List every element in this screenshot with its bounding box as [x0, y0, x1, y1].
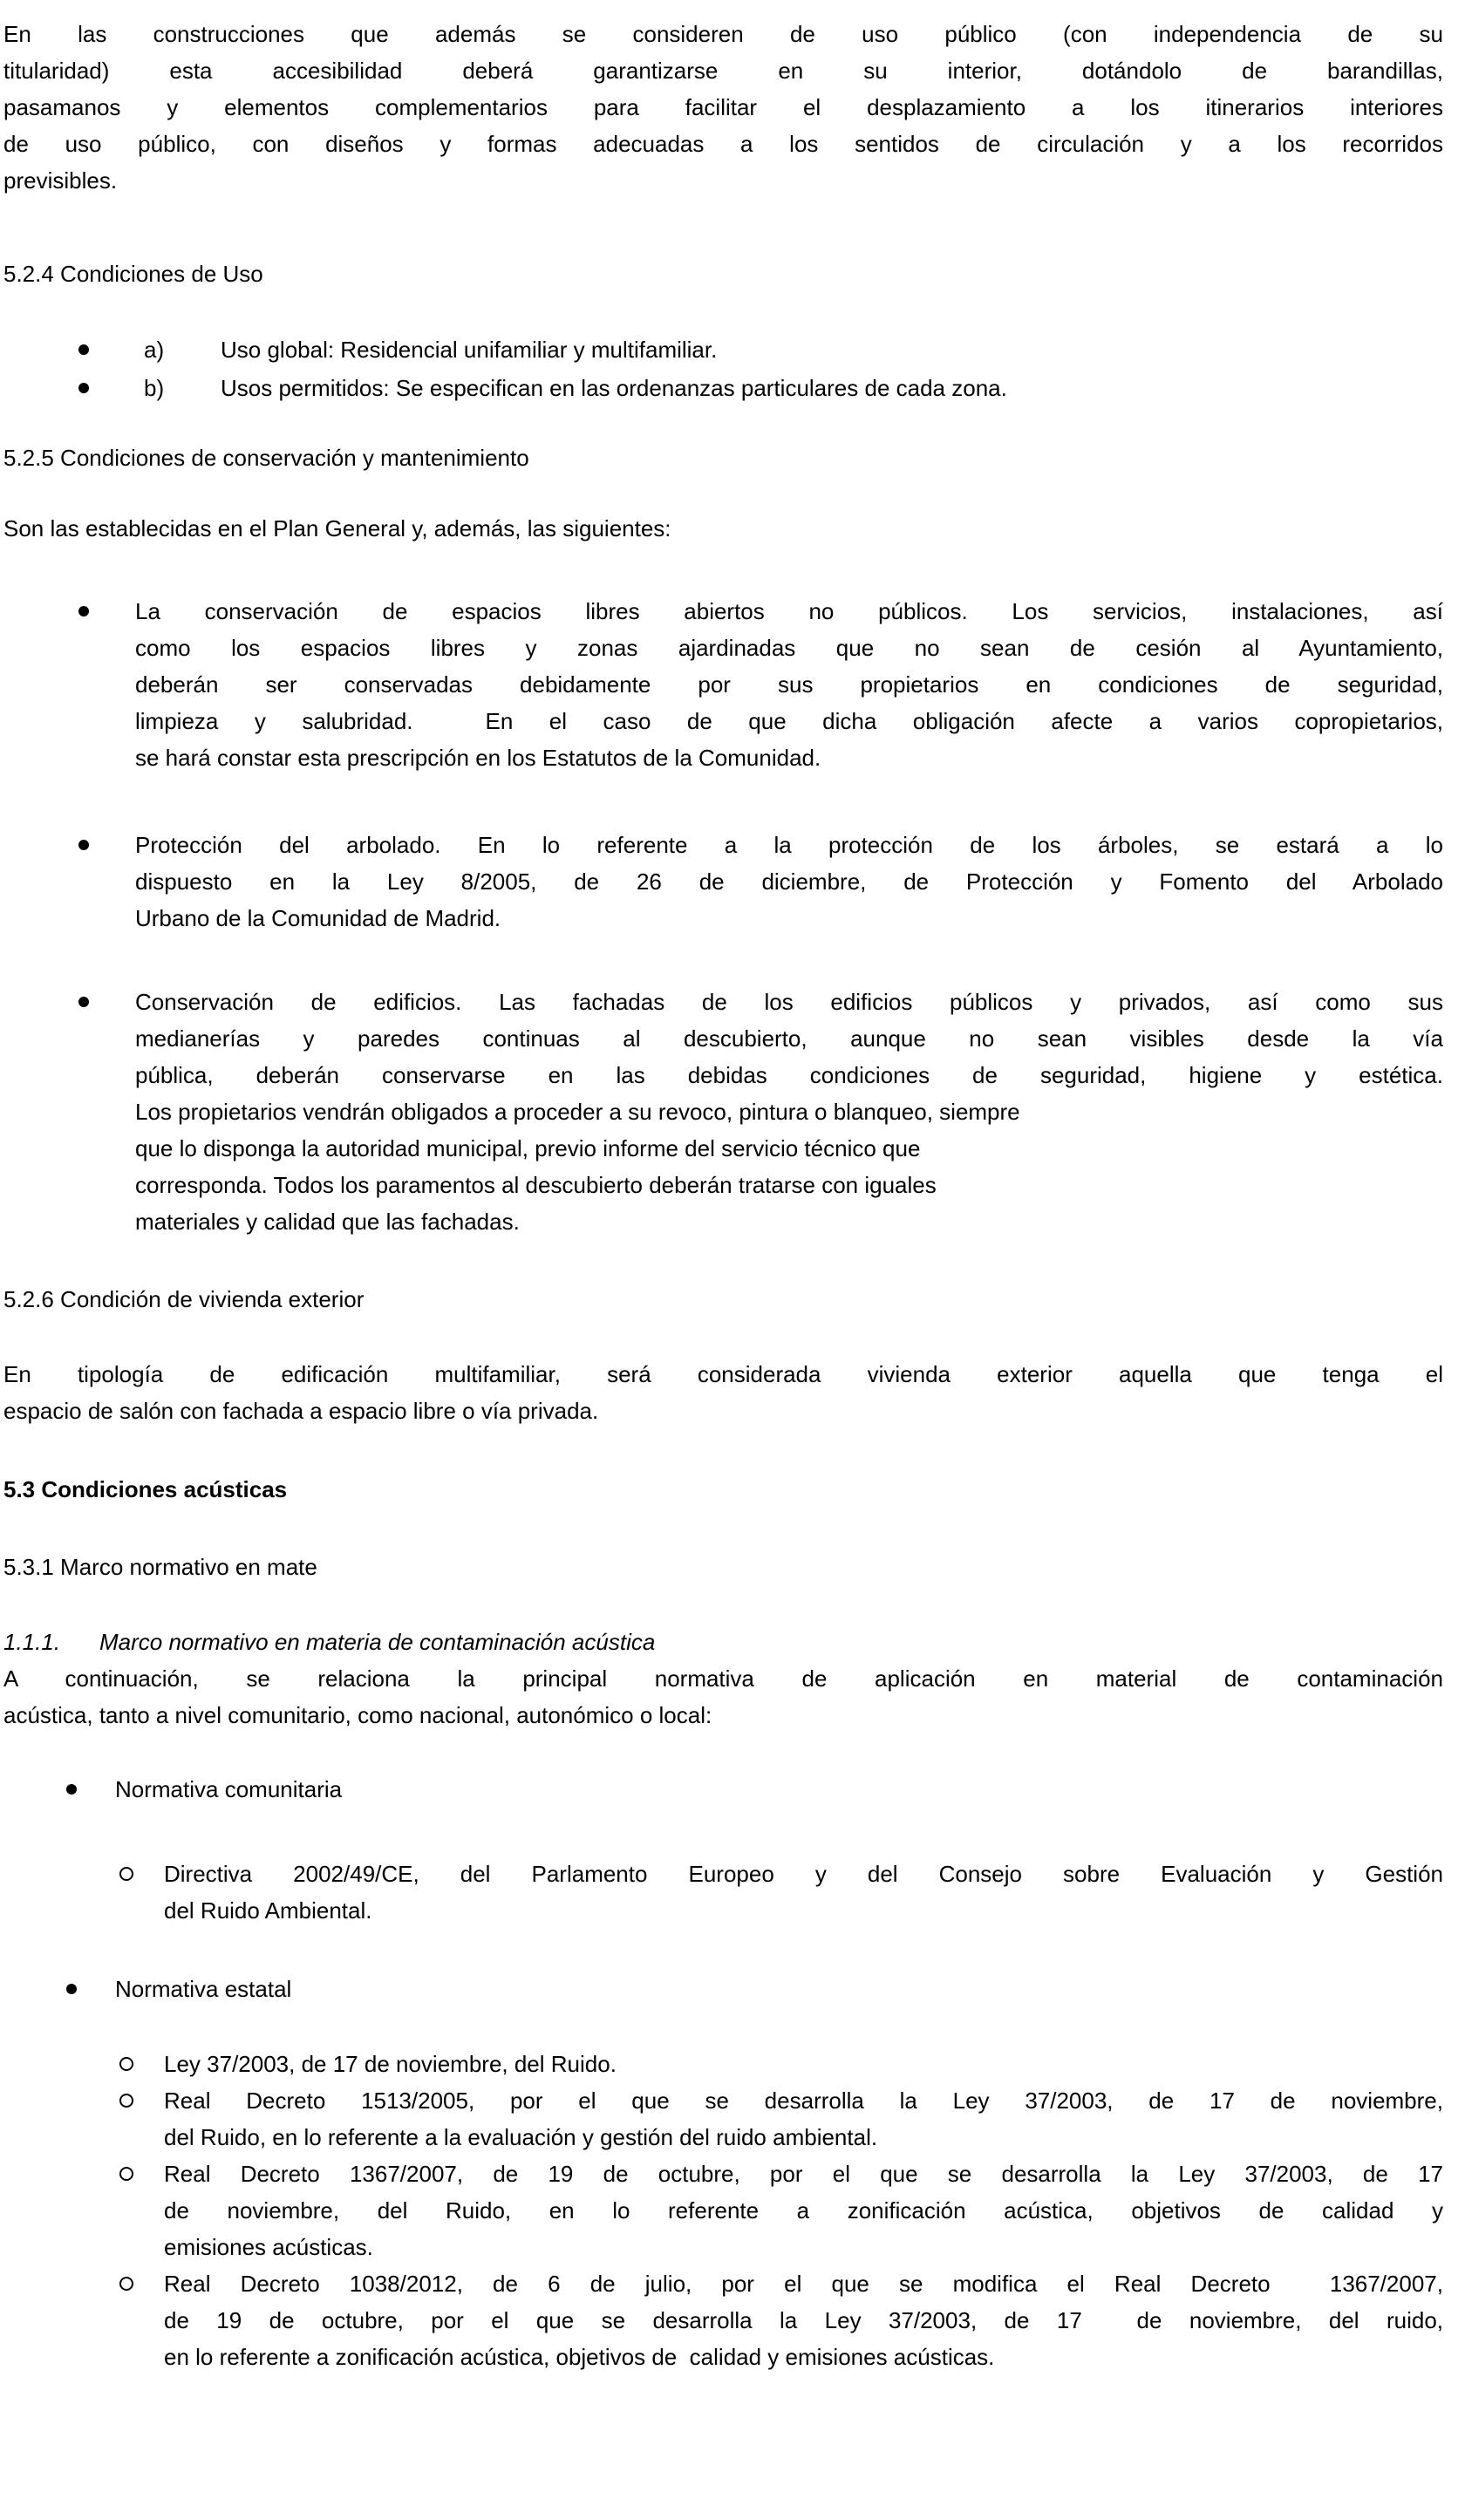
text-line: En tipología de edificación multifamiliar, será considerada vivienda exterior aquella que tenga el [3, 1361, 1443, 1387]
text-line: La conservación de espacios libres abiertos no públicos. Los servicios, instalaciones, así [135, 598, 1443, 624]
section-heading: 5.2.4 Condiciones de Uso [3, 261, 263, 287]
bullet-disc-marker [78, 997, 89, 1007]
bullet-item-text [135, 593, 1443, 776]
text-line: Ley 37/2003, de 17 de noviembre, del Ruido. [164, 2051, 617, 2077]
text-line: Normativa estatal [115, 1976, 292, 2002]
section-heading: 5.3 Condiciones acústicas [3, 1476, 288, 1502]
bullet-list-item [3, 2265, 1443, 2375]
text-line: pasamanos y elementos complementarios para facilitar el desplazamiento a los itinerarios interiores [3, 94, 1443, 120]
text-line: se hará constar esta prescripción en los Estatutos de la Comunidad. [135, 745, 821, 771]
text-line: Conservación de edificios. Las fachadas de los edificios públicos y privados, así como sus [135, 989, 1443, 1015]
heading-number: 1.1.1. [3, 1629, 61, 1655]
bullet-disc-marker [66, 1784, 77, 1795]
bullet-circle-marker [119, 2094, 133, 2108]
bullet-disc-marker [78, 606, 89, 616]
lettered-list-item [3, 370, 1443, 406]
bullet-item-text [164, 1856, 1443, 1929]
bullet-list-item [3, 1771, 1443, 1808]
text-line: limpieza y salubridad. En el caso de que dicha obligación afecte a varios copropietarios, [135, 708, 1443, 734]
text-line: A continuación, se relaciona la principal normativa de aplicación en material de contaminación [3, 1665, 1443, 1692]
text-line: Son las establecidas en el Plan General y, además, las siguientes: [3, 515, 671, 541]
bullet-item-text [135, 827, 1443, 936]
text-line: Protección del arbolado. En lo referente a la protección de los árboles, se estará a lo [135, 832, 1443, 858]
text-line: Directiva 2002/49/CE, del Parlamento Europeo y del Consejo sobre Evaluación y Gestión [164, 1861, 1443, 1887]
text-line: previsibles. [3, 167, 118, 194]
bullet-list-item [3, 593, 1443, 776]
text-line: en lo referente a zonificación acústica, objetivos de calidad y emisiones acústicas. [164, 2344, 995, 2370]
text-line: Urbano de la Comunidad de Madrid. [135, 905, 501, 931]
section-heading: 5.3.1 Marco normativo en mate [3, 1554, 317, 1580]
heading-text: Marco normativo en materia de contaminación acústica [99, 1629, 656, 1655]
document-page [3, 16, 1443, 2375]
text-line: Real Decreto 1038/2012, de 6 de julio, por el que se modifica el Real Decreto 1367/2007, [164, 2271, 1443, 2297]
section-heading [3, 1624, 1443, 1660]
bullet-item-text [164, 2265, 1443, 2375]
text-line: corresponda. Todos los paramentos al descubierto deberán tratarse con iguales [135, 1172, 937, 1198]
bullet-list-item [3, 2156, 1443, 2265]
text-line: del Ruido Ambiental. [164, 1897, 372, 1924]
text-line: dispuesto en la Ley 8/2005, de 26 de diciembre, de Protección y Fomento del Arbolado [135, 868, 1443, 895]
text-line: Normativa comunitaria [115, 1776, 343, 1802]
text-line: Real Decreto 1513/2005, por el que se desarrolla la Ley 37/2003, de 17 de noviembre, [164, 2088, 1443, 2114]
text-line: deberán ser conservadas debidamente por sus propietarios en condiciones de seguridad, [135, 671, 1443, 698]
paragraph [3, 1660, 1443, 1733]
bullet-list-item [3, 984, 1443, 1240]
text-line: Los propietarios vendrán obligados a proceder a su revoco, pintura o blanqueo, siempre [135, 1099, 1020, 1125]
text-line: acústica, tanto a nivel comunitario, como nacional, autonómico o local: [3, 1702, 712, 1728]
bullet-list-item [3, 2082, 1443, 2156]
list-item-text: Uso global: Residencial unifamiliar y multifamiliar. [221, 337, 718, 363]
text-line: de 19 de octubre, por el que se desarrolla la Ley 37/2003, de 17 de noviembre, del ruido, [164, 2307, 1443, 2333]
bullet-list-item [3, 1971, 1443, 2007]
list-letter: a) [144, 337, 165, 363]
bullet-circle-marker [119, 2167, 133, 2181]
text-line: de uso público, con diseños y formas adecuadas a los sentidos de circulación y a los recorridos [3, 131, 1443, 157]
text-line: En las construcciones que además se consideren de uso público (con independencia de su [3, 21, 1443, 47]
lettered-list-item [3, 331, 1443, 368]
bullet-circle-marker [119, 2057, 133, 2071]
text-line: del Ruido, en lo referente a la evaluación y gestión del ruido ambiental. [164, 2124, 878, 2150]
paragraph [3, 510, 1443, 547]
bullet-item-text [164, 2046, 1443, 2082]
bullet-item-text [164, 2156, 1443, 2265]
bullet-disc-marker [78, 344, 89, 355]
section-heading: 5.2.5 Condiciones de conservación y mantenimiento [3, 445, 529, 471]
section-heading: 5.2.6 Condición de vivienda exterior [3, 1286, 365, 1312]
paragraph [3, 1356, 1443, 1429]
bullet-disc-marker [78, 383, 89, 393]
list-item-text: Usos permitidos: Se especifican en las ordenanzas particulares de cada zona. [221, 375, 1007, 401]
bullet-item-text [115, 1971, 1443, 2007]
list-letter: b) [144, 375, 165, 401]
bullet-disc-marker [78, 840, 89, 850]
bullet-circle-marker [119, 2277, 133, 2291]
text-line: que lo disponga la autoridad municipal, previo informe del servicio técnico que [135, 1135, 921, 1161]
bullet-circle-marker [119, 1867, 133, 1881]
text-line: Real Decreto 1367/2007, de 19 de octubre, por el que se desarrolla la Ley 37/2003, de 17 [164, 2161, 1443, 2187]
bullet-item-text [164, 2082, 1443, 2156]
bullet-list-item [3, 1856, 1443, 1929]
text-line: emisiones acústicas. [164, 2234, 373, 2260]
paragraph [3, 16, 1443, 199]
bullet-list-item [3, 827, 1443, 936]
text-line: medianerías y paredes continuas al descubierto, aunque no sean visibles desde la vía [135, 1025, 1443, 1052]
text-line: como los espacios libres y zonas ajardinadas que no sean de cesión al Ayuntamiento, [135, 635, 1443, 661]
text-line: de noviembre, del Ruido, en lo referente a zonificación acústica, objetivos de calidad y [164, 2197, 1443, 2224]
bullet-item-text [115, 1771, 1443, 1808]
text-line: pública, deberán conservarse en las debidas condiciones de seguridad, higiene y estética. [135, 1062, 1443, 1088]
text-line: espacio de salón con fachada a espacio libre o vía privada. [3, 1398, 599, 1424]
text-line: titularidad) esta accesibilidad deberá garantizarse en su interior, dotándolo de barandillas, [3, 58, 1443, 84]
bullet-list-item [3, 2046, 1443, 2082]
bullet-disc-marker [66, 1984, 77, 1994]
bullet-item-text [135, 984, 1443, 1240]
text-line: materiales y calidad que las fachadas. [135, 1209, 520, 1235]
